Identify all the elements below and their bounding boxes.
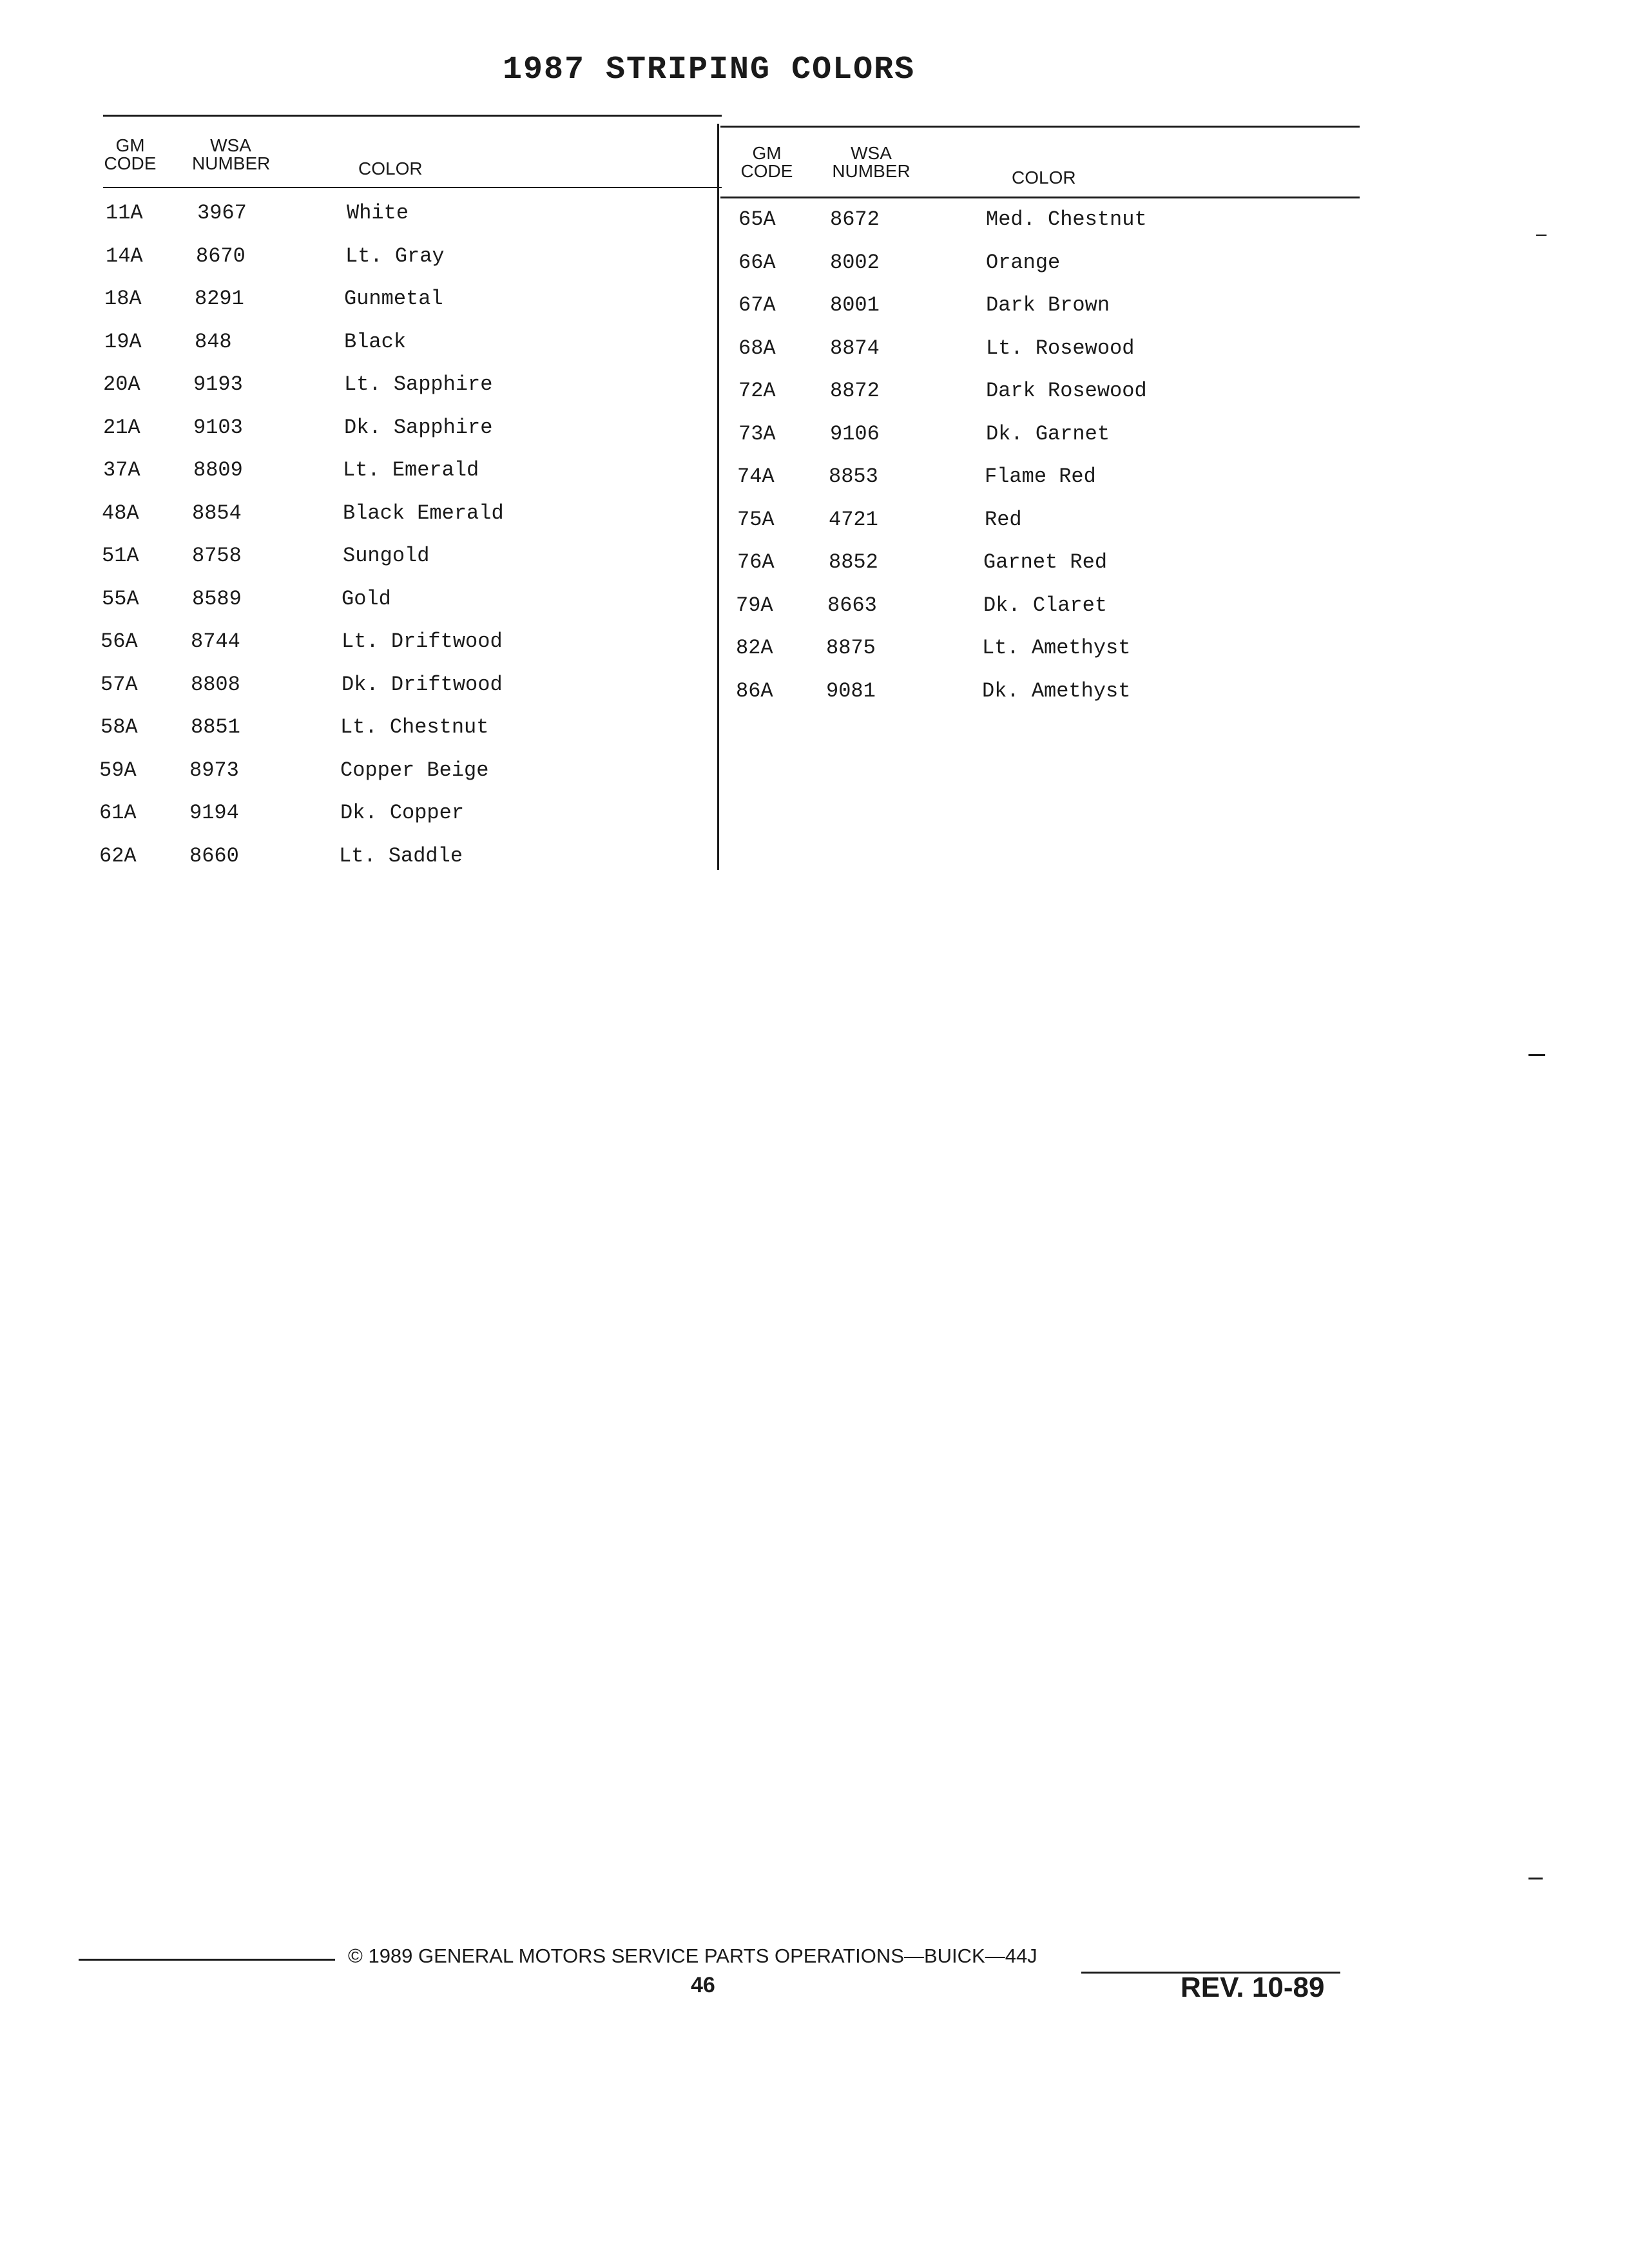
gm-code: 76A bbox=[737, 550, 775, 574]
gm-code: 82A bbox=[736, 636, 773, 660]
color-name: Lt. Rosewood bbox=[986, 336, 1135, 360]
color-name: Dk. Claret bbox=[983, 593, 1108, 617]
gm-code: 48A bbox=[102, 501, 139, 525]
color-name: Black bbox=[344, 329, 407, 354]
color-name: White bbox=[347, 201, 409, 225]
wsa-header-line2: NUMBER bbox=[192, 153, 271, 173]
table-row bbox=[103, 501, 715, 544]
gm-code: 21A bbox=[103, 415, 140, 439]
table-row bbox=[103, 201, 715, 244]
table-row bbox=[99, 758, 715, 802]
edge-mark bbox=[1528, 1054, 1545, 1056]
table-row bbox=[738, 636, 1351, 679]
color-name: Sungold bbox=[343, 544, 430, 568]
wsa-number: 8874 bbox=[830, 336, 880, 360]
table-row bbox=[99, 843, 715, 887]
table-row bbox=[103, 416, 715, 459]
gm-code: 66A bbox=[738, 250, 776, 274]
right-header-color bbox=[1012, 169, 1076, 187]
gm-code: 20A bbox=[103, 372, 140, 396]
wsa-number: 4721 bbox=[829, 507, 878, 532]
gm-code: 68A bbox=[738, 336, 776, 360]
table-row bbox=[738, 679, 1351, 722]
gm-code: 79A bbox=[736, 593, 773, 617]
wsa-number: 8663 bbox=[827, 593, 877, 617]
wsa-number: 8758 bbox=[192, 544, 242, 568]
wsa-number: 8660 bbox=[189, 843, 239, 868]
color-name: Lt. Amethyst bbox=[982, 636, 1131, 660]
left-table-body bbox=[99, 201, 715, 887]
color-name: Dk. Sapphire bbox=[344, 415, 493, 439]
color-name: Med. Chestnut bbox=[986, 207, 1147, 231]
color-name: Lt. Chestnut bbox=[340, 715, 489, 739]
table-row bbox=[103, 244, 715, 287]
color-name: Dark Brown bbox=[986, 293, 1110, 317]
gm-code: 57A bbox=[101, 672, 138, 697]
table-row bbox=[103, 372, 715, 416]
color-name: Red bbox=[985, 507, 1022, 532]
color-name: Dk. Amethyst bbox=[982, 678, 1131, 703]
color-name: Lt. Driftwood bbox=[342, 629, 503, 653]
wsa-number: 9106 bbox=[830, 421, 880, 446]
gm-code: 74A bbox=[737, 465, 775, 488]
gm-code: 19A bbox=[104, 329, 142, 354]
wsa-number: 8851 bbox=[191, 715, 240, 739]
table-row bbox=[738, 251, 1351, 294]
table-row bbox=[103, 673, 715, 716]
wsa-number: 9081 bbox=[826, 678, 876, 703]
gm-header-line2: CODE bbox=[104, 153, 157, 173]
wsa-number: 9103 bbox=[193, 415, 243, 439]
copyright-notice: © 1989 GENERAL MOTORS SERVICE PARTS OPERATIONS—BUICK—44J bbox=[348, 1945, 1037, 1967]
table-row bbox=[99, 801, 715, 844]
color-name: Lt. Emerald bbox=[343, 458, 479, 482]
table-row bbox=[103, 287, 715, 330]
table-row bbox=[103, 458, 715, 501]
gm-code: 86A bbox=[736, 678, 773, 703]
wsa-number: 8744 bbox=[191, 629, 240, 653]
table-row bbox=[103, 587, 715, 630]
table-row bbox=[738, 336, 1351, 380]
wsa-number: 9194 bbox=[189, 801, 239, 825]
table-row bbox=[738, 293, 1351, 336]
table-row bbox=[738, 508, 1351, 551]
wsa-number: 8808 bbox=[191, 672, 240, 697]
gm-header-line1: GM bbox=[752, 143, 782, 163]
color-name: Flame Red bbox=[985, 465, 1096, 488]
color-name: Copper Beige bbox=[340, 758, 489, 782]
color-name: Gunmetal bbox=[344, 287, 443, 311]
gm-header-line2: CODE bbox=[740, 161, 793, 181]
edge-mark bbox=[1528, 1878, 1543, 1879]
table-row bbox=[738, 207, 1351, 251]
gm-code: 75A bbox=[737, 507, 775, 532]
wsa-number: 8002 bbox=[830, 250, 880, 274]
table-row bbox=[738, 550, 1351, 593]
wsa-number: 8672 bbox=[830, 207, 880, 231]
left-table-top-rule bbox=[103, 115, 722, 117]
right-table-body bbox=[738, 207, 1351, 722]
gm-code: 61A bbox=[99, 801, 137, 825]
color-header: COLOR bbox=[1012, 168, 1076, 187]
gm-code: 67A bbox=[738, 293, 776, 317]
table-row bbox=[738, 379, 1351, 422]
left-header-wsa bbox=[192, 137, 269, 173]
wsa-number: 8875 bbox=[826, 636, 876, 660]
table-row bbox=[103, 330, 715, 373]
table-row bbox=[738, 422, 1351, 465]
gm-code: 51A bbox=[102, 544, 139, 568]
wsa-number: 8670 bbox=[196, 244, 246, 268]
wsa-number: 8854 bbox=[192, 501, 242, 525]
wsa-number: 9193 bbox=[193, 372, 243, 396]
table-divider bbox=[717, 124, 719, 870]
gm-header-line1: GM bbox=[115, 135, 145, 155]
color-name: Dark Rosewood bbox=[986, 379, 1147, 403]
color-header: COLOR bbox=[358, 159, 423, 178]
gm-code: 72A bbox=[738, 379, 776, 403]
table-row bbox=[738, 593, 1351, 637]
color-name: Lt. Saddle bbox=[339, 843, 463, 868]
color-name: Dk. Copper bbox=[340, 801, 465, 825]
table-row bbox=[103, 715, 715, 758]
gm-code: 18A bbox=[104, 287, 142, 311]
gm-code: 37A bbox=[103, 458, 140, 482]
gm-code: 11A bbox=[106, 201, 143, 225]
wsa-header-line1: WSA bbox=[851, 143, 892, 163]
gm-code: 65A bbox=[738, 207, 776, 231]
right-header-rule bbox=[720, 197, 1360, 198]
gm-code: 14A bbox=[106, 244, 143, 268]
color-name: Orange bbox=[986, 250, 1061, 274]
color-name: Gold bbox=[342, 586, 391, 611]
color-name: Black Emerald bbox=[343, 501, 504, 525]
wsa-number: 8589 bbox=[192, 586, 242, 611]
wsa-header-line1: WSA bbox=[210, 135, 251, 155]
table-row bbox=[738, 465, 1351, 508]
gm-code: 55A bbox=[102, 586, 139, 611]
footer-rule-left bbox=[79, 1959, 335, 1961]
wsa-header-line2: NUMBER bbox=[832, 161, 911, 181]
wsa-number: 8001 bbox=[830, 293, 880, 317]
wsa-number: 8973 bbox=[189, 758, 239, 782]
wsa-number: 8852 bbox=[829, 550, 878, 574]
gm-code: 56A bbox=[101, 629, 138, 653]
gm-code: 62A bbox=[99, 843, 137, 868]
table-row bbox=[103, 544, 715, 587]
left-header-gm bbox=[102, 137, 159, 173]
table-row bbox=[103, 629, 715, 673]
wsa-number: 3967 bbox=[197, 201, 247, 225]
revision-label: REV. 10-89 bbox=[1181, 1972, 1325, 2003]
gm-code: 73A bbox=[738, 421, 776, 446]
color-name: Dk. Driftwood bbox=[342, 672, 503, 697]
color-name: Lt. Gray bbox=[345, 244, 445, 268]
right-table-top-rule bbox=[720, 126, 1360, 128]
wsa-number: 8291 bbox=[195, 287, 244, 311]
wsa-number: 848 bbox=[195, 329, 232, 354]
color-name: Lt. Sapphire bbox=[344, 372, 493, 396]
wsa-number: 8872 bbox=[830, 379, 880, 403]
page-number: 46 bbox=[691, 1973, 715, 1997]
color-name: Dk. Garnet bbox=[986, 421, 1110, 446]
page-title: 1987 STRIPING COLORS bbox=[503, 52, 916, 88]
wsa-number: 8853 bbox=[829, 465, 878, 488]
left-header-rule bbox=[103, 187, 722, 188]
gm-code: 58A bbox=[101, 715, 138, 739]
edge-mark bbox=[1536, 235, 1547, 236]
gm-code: 59A bbox=[99, 758, 137, 782]
color-name: Garnet Red bbox=[983, 550, 1108, 574]
right-header-wsa bbox=[826, 144, 916, 180]
right-header-gm bbox=[738, 144, 795, 180]
wsa-number: 8809 bbox=[193, 458, 243, 482]
left-header-color bbox=[358, 160, 423, 178]
